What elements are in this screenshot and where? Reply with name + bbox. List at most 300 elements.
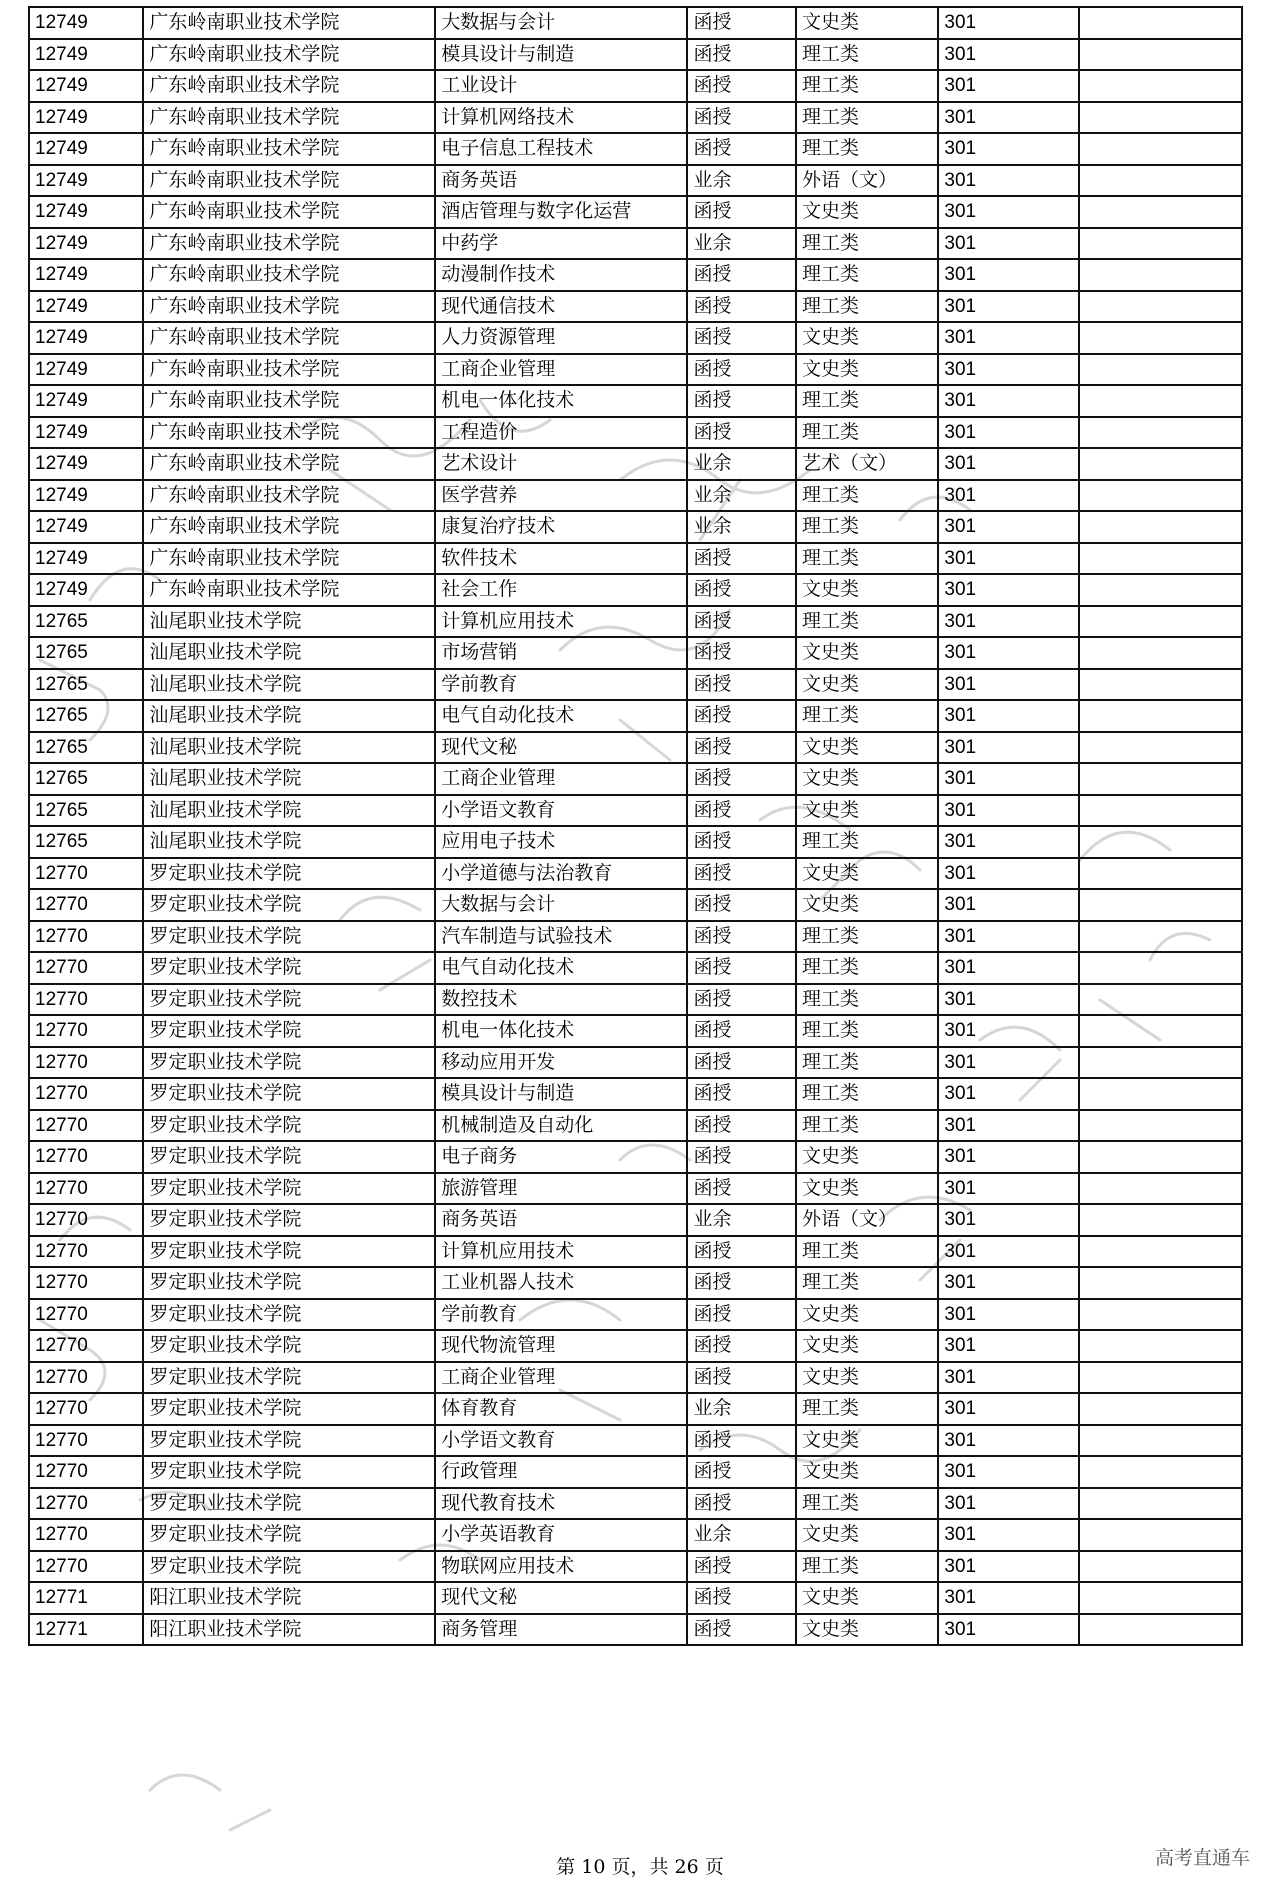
school-code-cell: 12749 bbox=[29, 165, 143, 197]
major-name-cell: 现代文秘 bbox=[435, 1582, 687, 1614]
remark-cell bbox=[1079, 700, 1242, 732]
school-code-cell: 12765 bbox=[29, 606, 143, 638]
major-name-cell: 商务管理 bbox=[435, 1614, 687, 1646]
school-name-cell: 广东岭南职业技术学院 bbox=[143, 102, 435, 134]
remark-cell bbox=[1079, 606, 1242, 638]
school-code-cell: 12749 bbox=[29, 70, 143, 102]
study-form-cell: 函授 bbox=[687, 795, 796, 827]
study-form-cell: 函授 bbox=[687, 1110, 796, 1142]
batch-code-cell: 301 bbox=[938, 637, 1078, 669]
study-form-cell: 函授 bbox=[687, 1330, 796, 1362]
school-name-cell: 汕尾职业技术学院 bbox=[143, 732, 435, 764]
remark-cell bbox=[1079, 7, 1242, 39]
table-row bbox=[29, 952, 1242, 984]
batch-code-cell: 301 bbox=[938, 700, 1078, 732]
batch-code-cell: 301 bbox=[938, 732, 1078, 764]
major-name-cell: 康复治疗技术 bbox=[435, 511, 687, 543]
remark-cell bbox=[1079, 1519, 1242, 1551]
remark-cell bbox=[1079, 354, 1242, 386]
batch-code-cell: 301 bbox=[938, 448, 1078, 480]
school-name-cell: 罗定职业技术学院 bbox=[143, 921, 435, 953]
remark-cell bbox=[1079, 984, 1242, 1016]
category-cell: 理工类 bbox=[796, 1047, 938, 1079]
study-form-cell: 函授 bbox=[687, 669, 796, 701]
remark-cell bbox=[1079, 291, 1242, 323]
remark-cell bbox=[1079, 1551, 1242, 1583]
remark-cell bbox=[1079, 1362, 1242, 1394]
school-code-cell: 12749 bbox=[29, 133, 143, 165]
school-name-cell: 广东岭南职业技术学院 bbox=[143, 259, 435, 291]
major-name-cell: 模具设计与制造 bbox=[435, 1078, 687, 1110]
major-name-cell: 现代教育技术 bbox=[435, 1488, 687, 1520]
table-row bbox=[29, 1141, 1242, 1173]
school-code-cell: 12749 bbox=[29, 385, 143, 417]
school-code-cell: 12770 bbox=[29, 1078, 143, 1110]
batch-code-cell: 301 bbox=[938, 669, 1078, 701]
study-form-cell: 业余 bbox=[687, 228, 796, 260]
school-name-cell: 罗定职业技术学院 bbox=[143, 889, 435, 921]
category-cell: 理工类 bbox=[796, 952, 938, 984]
major-name-cell: 人力资源管理 bbox=[435, 322, 687, 354]
category-cell: 文史类 bbox=[796, 196, 938, 228]
table-row bbox=[29, 1267, 1242, 1299]
school-name-cell: 广东岭南职业技术学院 bbox=[143, 511, 435, 543]
major-name-cell: 电气自动化技术 bbox=[435, 952, 687, 984]
table-row bbox=[29, 543, 1242, 575]
study-form-cell: 函授 bbox=[687, 1551, 796, 1583]
school-code-cell: 12749 bbox=[29, 196, 143, 228]
study-form-cell: 函授 bbox=[687, 1299, 796, 1331]
category-cell: 文史类 bbox=[796, 732, 938, 764]
remark-cell bbox=[1079, 574, 1242, 606]
remark-cell bbox=[1079, 1110, 1242, 1142]
school-name-cell: 罗定职业技术学院 bbox=[143, 1015, 435, 1047]
batch-code-cell: 301 bbox=[938, 921, 1078, 953]
batch-code-cell: 301 bbox=[938, 39, 1078, 71]
study-form-cell: 函授 bbox=[687, 354, 796, 386]
batch-code-cell: 301 bbox=[938, 102, 1078, 134]
table-row bbox=[29, 1015, 1242, 1047]
category-cell: 理工类 bbox=[796, 511, 938, 543]
batch-code-cell: 301 bbox=[938, 417, 1078, 449]
table-row bbox=[29, 480, 1242, 512]
major-name-cell: 工商企业管理 bbox=[435, 354, 687, 386]
category-cell: 理工类 bbox=[796, 480, 938, 512]
study-form-cell: 函授 bbox=[687, 1614, 796, 1646]
study-form-cell: 函授 bbox=[687, 102, 796, 134]
category-cell: 理工类 bbox=[796, 1267, 938, 1299]
study-form-cell: 函授 bbox=[687, 1173, 796, 1205]
major-name-cell: 艺术设计 bbox=[435, 448, 687, 480]
remark-cell bbox=[1079, 1078, 1242, 1110]
major-name-cell: 计算机网络技术 bbox=[435, 102, 687, 134]
batch-code-cell: 301 bbox=[938, 1173, 1078, 1205]
table-row bbox=[29, 921, 1242, 953]
category-cell: 文史类 bbox=[796, 322, 938, 354]
school-code-cell: 12749 bbox=[29, 102, 143, 134]
school-code-cell: 12770 bbox=[29, 1551, 143, 1583]
batch-code-cell: 301 bbox=[938, 763, 1078, 795]
school-code-cell: 12749 bbox=[29, 259, 143, 291]
category-cell: 文史类 bbox=[796, 669, 938, 701]
school-name-cell: 罗定职业技术学院 bbox=[143, 1551, 435, 1583]
batch-code-cell: 301 bbox=[938, 1267, 1078, 1299]
batch-code-cell: 301 bbox=[938, 543, 1078, 575]
table-row bbox=[29, 39, 1242, 71]
school-name-cell: 罗定职业技术学院 bbox=[143, 1173, 435, 1205]
major-name-cell: 计算机应用技术 bbox=[435, 1236, 687, 1268]
category-cell: 理工类 bbox=[796, 826, 938, 858]
school-code-cell: 12749 bbox=[29, 480, 143, 512]
category-cell: 理工类 bbox=[796, 1110, 938, 1142]
school-code-cell: 12765 bbox=[29, 669, 143, 701]
school-code-cell: 12765 bbox=[29, 700, 143, 732]
study-form-cell: 函授 bbox=[687, 858, 796, 890]
study-form-cell: 业余 bbox=[687, 165, 796, 197]
study-form-cell: 函授 bbox=[687, 1456, 796, 1488]
study-form-cell: 函授 bbox=[687, 133, 796, 165]
major-name-cell: 学前教育 bbox=[435, 669, 687, 701]
remark-cell bbox=[1079, 795, 1242, 827]
batch-code-cell: 301 bbox=[938, 322, 1078, 354]
batch-code-cell: 301 bbox=[938, 1236, 1078, 1268]
category-cell: 文史类 bbox=[796, 1519, 938, 1551]
school-code-cell: 12749 bbox=[29, 543, 143, 575]
table-row bbox=[29, 1456, 1242, 1488]
school-name-cell: 汕尾职业技术学院 bbox=[143, 606, 435, 638]
remark-cell bbox=[1079, 1299, 1242, 1331]
school-name-cell: 汕尾职业技术学院 bbox=[143, 763, 435, 795]
batch-code-cell: 301 bbox=[938, 1141, 1078, 1173]
school-name-cell: 阳江职业技术学院 bbox=[143, 1582, 435, 1614]
category-cell: 外语（文） bbox=[796, 1204, 938, 1236]
study-form-cell: 函授 bbox=[687, 1425, 796, 1457]
remark-cell bbox=[1079, 1047, 1242, 1079]
major-name-cell: 模具设计与制造 bbox=[435, 39, 687, 71]
category-cell: 文史类 bbox=[796, 1614, 938, 1646]
school-name-cell: 汕尾职业技术学院 bbox=[143, 637, 435, 669]
batch-code-cell: 301 bbox=[938, 70, 1078, 102]
table-row bbox=[29, 259, 1242, 291]
category-cell: 文史类 bbox=[796, 1330, 938, 1362]
category-cell: 理工类 bbox=[796, 1015, 938, 1047]
table-row bbox=[29, 826, 1242, 858]
study-form-cell: 函授 bbox=[687, 322, 796, 354]
study-form-cell: 函授 bbox=[687, 889, 796, 921]
batch-code-cell: 301 bbox=[938, 165, 1078, 197]
major-name-cell: 现代文秘 bbox=[435, 732, 687, 764]
batch-code-cell: 301 bbox=[938, 795, 1078, 827]
batch-code-cell: 301 bbox=[938, 1519, 1078, 1551]
major-name-cell: 工商企业管理 bbox=[435, 763, 687, 795]
school-name-cell: 广东岭南职业技术学院 bbox=[143, 322, 435, 354]
study-form-cell: 函授 bbox=[687, 921, 796, 953]
major-name-cell: 大数据与会计 bbox=[435, 889, 687, 921]
school-name-cell: 广东岭南职业技术学院 bbox=[143, 480, 435, 512]
remark-cell bbox=[1079, 1425, 1242, 1457]
school-code-cell: 12770 bbox=[29, 858, 143, 890]
category-cell: 文史类 bbox=[796, 1299, 938, 1331]
batch-code-cell: 301 bbox=[938, 1362, 1078, 1394]
major-name-cell: 软件技术 bbox=[435, 543, 687, 575]
major-name-cell: 工业机器人技术 bbox=[435, 1267, 687, 1299]
category-cell: 文史类 bbox=[796, 1173, 938, 1205]
school-name-cell: 罗定职业技术学院 bbox=[143, 1488, 435, 1520]
study-form-cell: 函授 bbox=[687, 417, 796, 449]
study-form-cell: 函授 bbox=[687, 984, 796, 1016]
category-cell: 理工类 bbox=[796, 259, 938, 291]
batch-code-cell: 301 bbox=[938, 1456, 1078, 1488]
category-cell: 理工类 bbox=[796, 70, 938, 102]
remark-cell bbox=[1079, 952, 1242, 984]
remark-cell bbox=[1079, 480, 1242, 512]
batch-code-cell: 301 bbox=[938, 480, 1078, 512]
study-form-cell: 函授 bbox=[687, 826, 796, 858]
school-code-cell: 12770 bbox=[29, 1047, 143, 1079]
study-form-cell: 函授 bbox=[687, 39, 796, 71]
table-row bbox=[29, 1551, 1242, 1583]
school-name-cell: 罗定职业技术学院 bbox=[143, 1078, 435, 1110]
table-row bbox=[29, 1204, 1242, 1236]
study-form-cell: 函授 bbox=[687, 7, 796, 39]
remark-cell bbox=[1079, 1393, 1242, 1425]
category-cell: 理工类 bbox=[796, 700, 938, 732]
school-code-cell: 12749 bbox=[29, 228, 143, 260]
school-code-cell: 12749 bbox=[29, 354, 143, 386]
category-cell: 文史类 bbox=[796, 1141, 938, 1173]
remark-cell bbox=[1079, 543, 1242, 575]
major-name-cell: 电气自动化技术 bbox=[435, 700, 687, 732]
major-name-cell: 大数据与会计 bbox=[435, 7, 687, 39]
remark-cell bbox=[1079, 637, 1242, 669]
school-code-cell: 12770 bbox=[29, 1236, 143, 1268]
table-row bbox=[29, 1078, 1242, 1110]
batch-code-cell: 301 bbox=[938, 133, 1078, 165]
study-form-cell: 函授 bbox=[687, 952, 796, 984]
major-name-cell: 现代物流管理 bbox=[435, 1330, 687, 1362]
category-cell: 理工类 bbox=[796, 291, 938, 323]
category-cell: 文史类 bbox=[796, 1362, 938, 1394]
remark-cell bbox=[1079, 70, 1242, 102]
school-code-cell: 12749 bbox=[29, 322, 143, 354]
batch-code-cell: 301 bbox=[938, 1393, 1078, 1425]
major-name-cell: 小学道德与法治教育 bbox=[435, 858, 687, 890]
batch-code-cell: 301 bbox=[938, 1488, 1078, 1520]
remark-cell bbox=[1079, 1267, 1242, 1299]
study-form-cell: 函授 bbox=[687, 1362, 796, 1394]
table-row bbox=[29, 858, 1242, 890]
school-name-cell: 广东岭南职业技术学院 bbox=[143, 39, 435, 71]
school-name-cell: 罗定职业技术学院 bbox=[143, 1267, 435, 1299]
batch-code-cell: 301 bbox=[938, 826, 1078, 858]
school-code-cell: 12770 bbox=[29, 921, 143, 953]
school-code-cell: 12770 bbox=[29, 1330, 143, 1362]
school-name-cell: 广东岭南职业技术学院 bbox=[143, 385, 435, 417]
school-name-cell: 广东岭南职业技术学院 bbox=[143, 196, 435, 228]
table-row bbox=[29, 1488, 1242, 1520]
table-row bbox=[29, 1047, 1242, 1079]
school-code-cell: 12770 bbox=[29, 1456, 143, 1488]
table-row bbox=[29, 102, 1242, 134]
remark-cell bbox=[1079, 39, 1242, 71]
brand-logo-text: 高考直通车 bbox=[1154, 1847, 1250, 1869]
remark-cell bbox=[1079, 763, 1242, 795]
major-name-cell: 机电一体化技术 bbox=[435, 1015, 687, 1047]
table-row bbox=[29, 1330, 1242, 1362]
study-form-cell: 业余 bbox=[687, 1519, 796, 1551]
school-name-cell: 罗定职业技术学院 bbox=[143, 1204, 435, 1236]
school-name-cell: 广东岭南职业技术学院 bbox=[143, 354, 435, 386]
major-name-cell: 移动应用开发 bbox=[435, 1047, 687, 1079]
school-code-cell: 12749 bbox=[29, 448, 143, 480]
table-row bbox=[29, 385, 1242, 417]
major-name-cell: 应用电子技术 bbox=[435, 826, 687, 858]
school-code-cell: 12749 bbox=[29, 417, 143, 449]
major-name-cell: 现代通信技术 bbox=[435, 291, 687, 323]
category-cell: 理工类 bbox=[796, 417, 938, 449]
admission-table bbox=[28, 6, 1243, 1646]
remark-cell bbox=[1079, 165, 1242, 197]
school-code-cell: 12770 bbox=[29, 1204, 143, 1236]
category-cell: 理工类 bbox=[796, 385, 938, 417]
school-name-cell: 广东岭南职业技术学院 bbox=[143, 417, 435, 449]
batch-code-cell: 301 bbox=[938, 228, 1078, 260]
table-row bbox=[29, 795, 1242, 827]
batch-code-cell: 301 bbox=[938, 606, 1078, 638]
category-cell: 文史类 bbox=[796, 1456, 938, 1488]
major-name-cell: 物联网应用技术 bbox=[435, 1551, 687, 1583]
study-form-cell: 函授 bbox=[687, 1236, 796, 1268]
remark-cell bbox=[1079, 1456, 1242, 1488]
school-name-cell: 罗定职业技术学院 bbox=[143, 1330, 435, 1362]
category-cell: 理工类 bbox=[796, 1078, 938, 1110]
study-form-cell: 函授 bbox=[687, 1141, 796, 1173]
table-row bbox=[29, 1173, 1242, 1205]
remark-cell bbox=[1079, 1330, 1242, 1362]
major-name-cell: 数控技术 bbox=[435, 984, 687, 1016]
batch-code-cell: 301 bbox=[938, 1299, 1078, 1331]
table-row bbox=[29, 1236, 1242, 1268]
remark-cell bbox=[1079, 133, 1242, 165]
study-form-cell: 函授 bbox=[687, 385, 796, 417]
major-name-cell: 小学语文教育 bbox=[435, 1425, 687, 1457]
table-row bbox=[29, 1614, 1242, 1646]
remark-cell bbox=[1079, 228, 1242, 260]
batch-code-cell: 301 bbox=[938, 291, 1078, 323]
batch-code-cell: 301 bbox=[938, 354, 1078, 386]
batch-code-cell: 301 bbox=[938, 1110, 1078, 1142]
study-form-cell: 业余 bbox=[687, 448, 796, 480]
school-name-cell: 罗定职业技术学院 bbox=[143, 1393, 435, 1425]
school-name-cell: 汕尾职业技术学院 bbox=[143, 700, 435, 732]
batch-code-cell: 301 bbox=[938, 1330, 1078, 1362]
remark-cell bbox=[1079, 322, 1242, 354]
school-name-cell: 罗定职业技术学院 bbox=[143, 984, 435, 1016]
remark-cell bbox=[1079, 385, 1242, 417]
remark-cell bbox=[1079, 826, 1242, 858]
major-name-cell: 学前教育 bbox=[435, 1299, 687, 1331]
remark-cell bbox=[1079, 1488, 1242, 1520]
batch-code-cell: 301 bbox=[938, 259, 1078, 291]
study-form-cell: 函授 bbox=[687, 574, 796, 606]
major-name-cell: 机械制造及自动化 bbox=[435, 1110, 687, 1142]
remark-cell bbox=[1079, 1173, 1242, 1205]
batch-code-cell: 301 bbox=[938, 1551, 1078, 1583]
category-cell: 理工类 bbox=[796, 39, 938, 71]
table-row bbox=[29, 669, 1242, 701]
remark-cell bbox=[1079, 448, 1242, 480]
remark-cell bbox=[1079, 196, 1242, 228]
school-code-cell: 12765 bbox=[29, 795, 143, 827]
batch-code-cell: 301 bbox=[938, 1204, 1078, 1236]
remark-cell bbox=[1079, 1204, 1242, 1236]
study-form-cell: 业余 bbox=[687, 1393, 796, 1425]
batch-code-cell: 301 bbox=[938, 7, 1078, 39]
school-name-cell: 罗定职业技术学院 bbox=[143, 1110, 435, 1142]
table-body bbox=[29, 7, 1242, 1645]
study-form-cell: 函授 bbox=[687, 1488, 796, 1520]
category-cell: 理工类 bbox=[796, 543, 938, 575]
remark-cell bbox=[1079, 858, 1242, 890]
school-name-cell: 罗定职业技术学院 bbox=[143, 1456, 435, 1488]
school-code-cell: 12749 bbox=[29, 511, 143, 543]
category-cell: 文史类 bbox=[796, 7, 938, 39]
table-row bbox=[29, 732, 1242, 764]
school-code-cell: 12765 bbox=[29, 732, 143, 764]
major-name-cell: 商务英语 bbox=[435, 1204, 687, 1236]
remark-cell bbox=[1079, 921, 1242, 953]
major-name-cell: 小学英语教育 bbox=[435, 1519, 687, 1551]
table-row bbox=[29, 228, 1242, 260]
school-name-cell: 广东岭南职业技术学院 bbox=[143, 165, 435, 197]
study-form-cell: 函授 bbox=[687, 291, 796, 323]
study-form-cell: 函授 bbox=[687, 1078, 796, 1110]
table-row bbox=[29, 1299, 1242, 1331]
major-name-cell: 工业设计 bbox=[435, 70, 687, 102]
school-name-cell: 广东岭南职业技术学院 bbox=[143, 291, 435, 323]
major-name-cell: 体育教育 bbox=[435, 1393, 687, 1425]
page-number: 第 10 页，共 26 页 bbox=[556, 1856, 724, 1878]
study-form-cell: 函授 bbox=[687, 1015, 796, 1047]
school-code-cell: 12770 bbox=[29, 1488, 143, 1520]
study-form-cell: 业余 bbox=[687, 480, 796, 512]
major-name-cell: 社会工作 bbox=[435, 574, 687, 606]
batch-code-cell: 301 bbox=[938, 1015, 1078, 1047]
table-row bbox=[29, 984, 1242, 1016]
study-form-cell: 函授 bbox=[687, 70, 796, 102]
school-name-cell: 罗定职业技术学院 bbox=[143, 952, 435, 984]
major-name-cell: 汽车制造与试验技术 bbox=[435, 921, 687, 953]
batch-code-cell: 301 bbox=[938, 196, 1078, 228]
study-form-cell: 业余 bbox=[687, 1204, 796, 1236]
school-code-cell: 12771 bbox=[29, 1614, 143, 1646]
table-row bbox=[29, 574, 1242, 606]
school-code-cell: 12771 bbox=[29, 1582, 143, 1614]
school-name-cell: 广东岭南职业技术学院 bbox=[143, 7, 435, 39]
school-code-cell: 12770 bbox=[29, 1362, 143, 1394]
table-row bbox=[29, 700, 1242, 732]
school-code-cell: 12765 bbox=[29, 826, 143, 858]
table-row bbox=[29, 1582, 1242, 1614]
school-code-cell: 12770 bbox=[29, 1299, 143, 1331]
major-name-cell: 医学营养 bbox=[435, 480, 687, 512]
study-form-cell: 函授 bbox=[687, 700, 796, 732]
school-code-cell: 12770 bbox=[29, 1141, 143, 1173]
table-row bbox=[29, 637, 1242, 669]
category-cell: 文史类 bbox=[796, 858, 938, 890]
category-cell: 文史类 bbox=[796, 637, 938, 669]
school-name-cell: 汕尾职业技术学院 bbox=[143, 826, 435, 858]
